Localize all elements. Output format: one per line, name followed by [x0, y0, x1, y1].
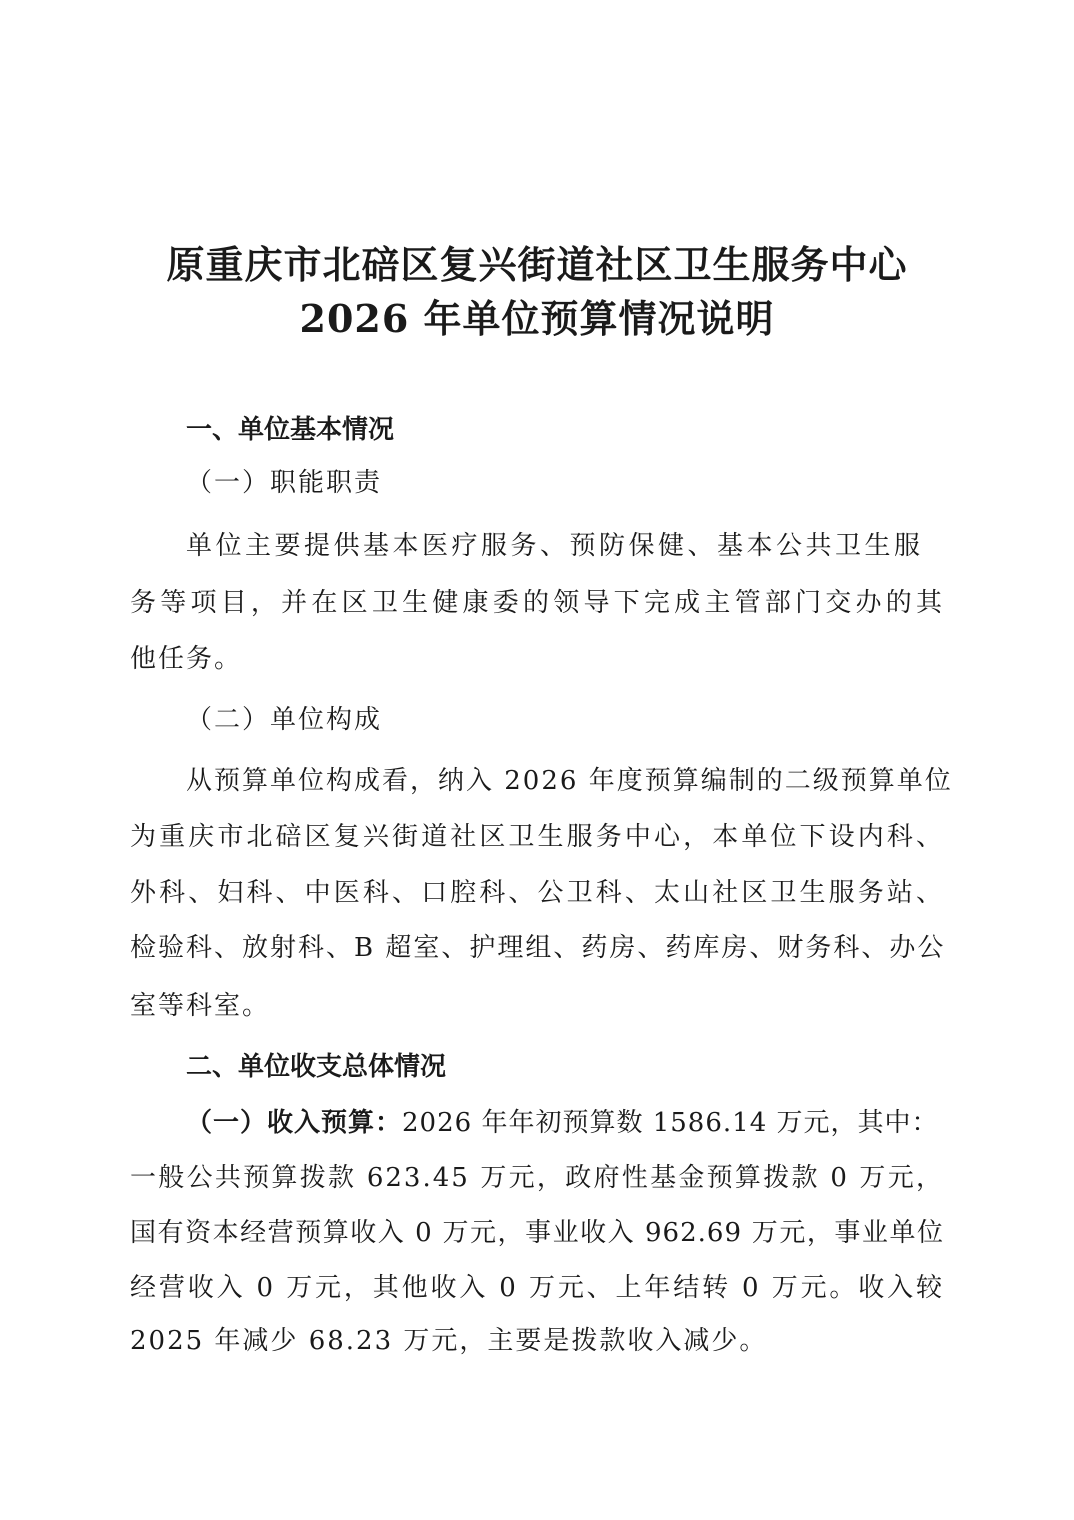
paragraph-line: 一般公共预算拨款 623.45 万元，政府性基金预算拨款 0 万元，: [130, 1163, 944, 1193]
paragraph-line: 他任务。: [130, 644, 243, 674]
section-1-sub-2-heading: （二）单位构成: [186, 705, 383, 735]
paragraph-line: 2025 年减少 68.23 万元，主要是拨款收入减少。: [130, 1326, 768, 1356]
paragraph-line: 国有资本经营预算收入 0 万元，事业收入 962.69 万元，事业单位: [130, 1218, 944, 1248]
document-title-line-2: 2026 年单位预算情况说明: [299, 296, 775, 341]
income-budget-first-line: 2026 年年初预算数 1586.14 万元，其中：: [402, 1108, 939, 1138]
income-budget-label: （一）收入预算：: [186, 1108, 403, 1138]
section-1-sub-1-heading: （一）职能职责: [186, 468, 383, 498]
paragraph-line-with-label: [186, 1108, 939, 1138]
paragraph-line: 外科、妇科、中医科、口腔科、公卫科、太山社区卫生服务站、: [130, 878, 944, 908]
paragraph-line: 单位主要提供基本医疗服务、预防保健、基本公共卫生服: [186, 531, 922, 561]
paragraph-line: 经营收入 0 万元，其他收入 0 万元、上年结转 0 万元。收入较: [130, 1273, 944, 1303]
paragraph-line: 为重庆市北碚区复兴街道社区卫生服务中心，本单位下设内科、: [130, 822, 944, 852]
section-2-heading: 二、单位收支总体情况: [186, 1052, 447, 1082]
paragraph-line: 室等科室。: [130, 991, 271, 1021]
paragraph-line: 从预算单位构成看，纳入 2026 年度预算编制的二级预算单位: [186, 766, 953, 796]
paragraph-line: 务等项目，并在区卫生健康委的领导下完成主管部门交办的其: [130, 588, 944, 618]
document-title-line-1: 原重庆市北碚区复兴街道社区卫生服务中心: [166, 242, 908, 287]
section-1-heading: 一、单位基本情况: [186, 415, 395, 445]
paragraph-line: 检验科、放射科、B 超室、护理组、药房、药库房、财务科、办公: [130, 933, 946, 963]
